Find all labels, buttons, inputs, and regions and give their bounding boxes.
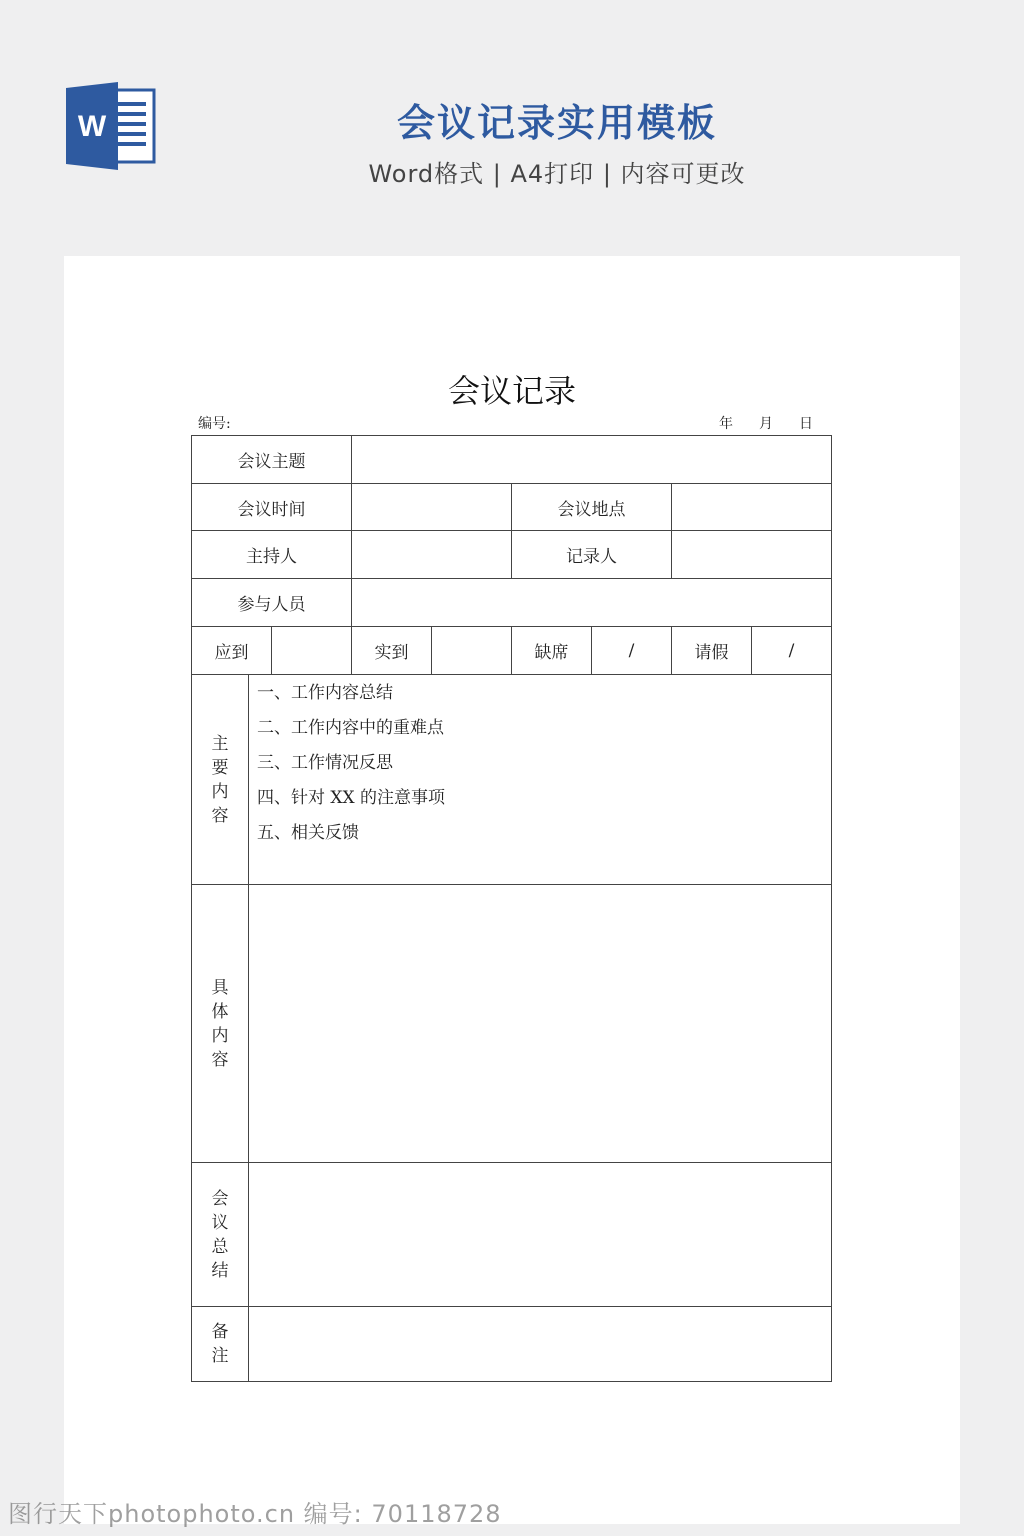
host-label: 主持人	[192, 531, 352, 578]
absent-label: 缺席	[512, 627, 592, 674]
banner-title: 会议记录实用模板	[396, 101, 717, 145]
time-label: 会议时间	[192, 484, 352, 530]
location-field[interactable]	[672, 484, 831, 530]
summary-row	[192, 1163, 831, 1307]
absent-field[interactable]: /	[592, 627, 672, 674]
main-content-item: 五、相关反馈	[257, 823, 359, 843]
actual-field[interactable]	[432, 627, 512, 674]
details-area[interactable]	[249, 885, 831, 1162]
participants-field[interactable]	[352, 579, 831, 626]
leave-field[interactable]: /	[788, 640, 795, 661]
participants-row	[192, 579, 831, 627]
summary-label-cell	[192, 1163, 249, 1306]
leave-label: 请假	[672, 627, 752, 674]
host-recorder-row	[192, 531, 831, 579]
recorder-label: 记录人	[512, 531, 672, 578]
banner	[0, 0, 1024, 256]
main-content-item: 四、针对 XX 的注意事项	[257, 788, 446, 808]
topic-label: 会议主题	[192, 436, 352, 483]
main-content-area[interactable]	[249, 675, 831, 884]
topic-field[interactable]	[352, 436, 831, 483]
remarks-row	[192, 1307, 831, 1381]
attendance-row	[192, 627, 831, 675]
main-content-list	[257, 681, 823, 856]
time-location-row	[192, 484, 831, 531]
main-content-label-cell	[192, 675, 249, 884]
banner-subtitle: Word格式 | A4打印 | 内容可更改	[368, 160, 746, 188]
number-label: 编号:	[198, 416, 231, 432]
document-title: 会议记录	[447, 372, 576, 410]
word-icon	[64, 80, 156, 172]
details-label-cell	[192, 885, 249, 1162]
host-field[interactable]	[352, 531, 512, 578]
meeting-form	[191, 435, 832, 1382]
month-label: 月	[759, 416, 773, 432]
summary-area[interactable]	[249, 1163, 831, 1306]
main-content-row	[192, 675, 831, 885]
date-labels	[706, 413, 826, 433]
day-label: 日	[799, 416, 813, 432]
time-field[interactable]	[352, 484, 512, 530]
participants-label: 参与人员	[192, 579, 352, 626]
actual-label: 实到	[352, 627, 432, 674]
main-content-item: 一、工作内容总结	[257, 683, 393, 703]
year-label: 年	[719, 416, 733, 432]
remarks-area[interactable]	[249, 1307, 831, 1381]
details-row	[192, 885, 831, 1163]
svg-text:W: W	[77, 110, 107, 143]
meta-row	[198, 413, 826, 433]
summary-label: 会议总结	[211, 1188, 229, 1281]
watermark: 图行天下photophoto.cn 编号: 70118728	[8, 1500, 502, 1528]
main-content-item: 二、工作内容中的重难点	[257, 718, 444, 738]
details-label: 具体内容	[211, 977, 229, 1070]
expected-label: 应到	[192, 627, 272, 674]
location-label: 会议地点	[512, 484, 672, 530]
main-content-item: 三、工作情况反思	[257, 753, 393, 773]
topic-row	[192, 436, 831, 484]
main-content-label: 主要内容	[211, 733, 229, 826]
recorder-field[interactable]	[672, 531, 831, 578]
remarks-label-cell	[192, 1307, 249, 1381]
remarks-label: 备注	[211, 1322, 229, 1366]
expected-field[interactable]	[272, 627, 352, 674]
